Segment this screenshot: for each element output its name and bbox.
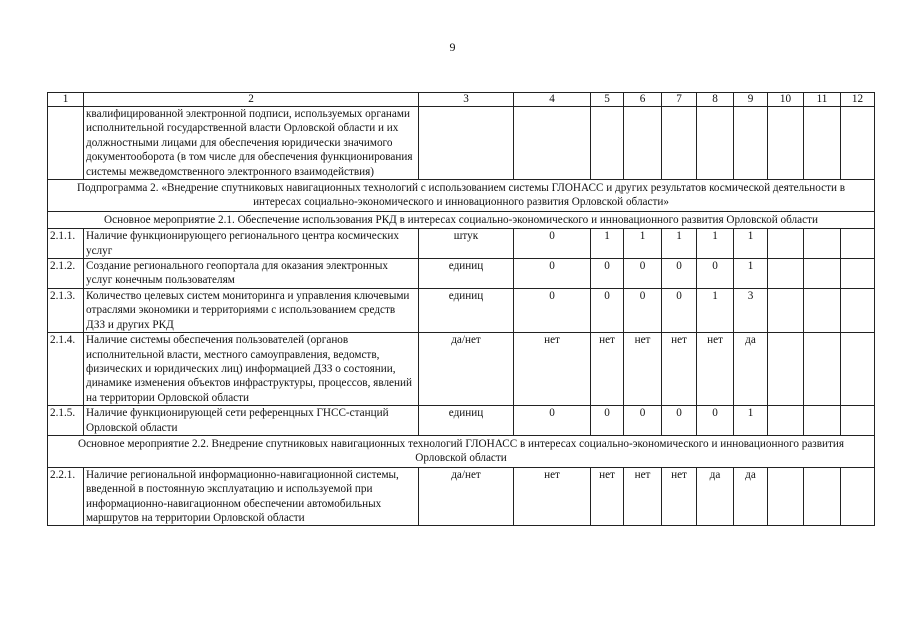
row-value-col8: 1: [697, 288, 734, 332]
row-value-col4: 0: [514, 229, 591, 259]
table-row: [48, 406, 875, 436]
row-value-col5: 0: [591, 259, 624, 289]
row-value-col5: 0: [591, 288, 624, 332]
row-value-col8: нет: [697, 333, 734, 406]
row-value-col5: 1: [591, 229, 624, 259]
row-unit: да/нет: [419, 333, 514, 406]
header-cell-10: 10: [768, 93, 804, 107]
row-value-col6: 0: [624, 288, 662, 332]
row-value-col9: 3: [734, 288, 768, 332]
row-name: Создание регионального геопортала для оказания электронных услуг конечным пользователям: [84, 259, 419, 289]
header-cell-7: 7: [662, 93, 697, 107]
row-name: Количество целевых систем мониторинга и управления ключевыми отраслями экономики и территориями с использованием средств ДЗЗ и других РКД: [84, 288, 419, 332]
header-cell-12: 12: [841, 93, 875, 107]
row-number: 2.1.4.: [48, 333, 84, 406]
row-number: 2.1.3.: [48, 288, 84, 332]
row-value-col4: 0: [514, 406, 591, 436]
row-value-col8: 1: [697, 229, 734, 259]
header-cell-6: 6: [624, 93, 662, 107]
row-value-col9: 1: [734, 406, 768, 436]
row-number: 2.1.5.: [48, 406, 84, 436]
measure-row: [48, 211, 875, 228]
row-unit: штук: [419, 229, 514, 259]
row-name: Наличие системы обеспечения пользователей (органов исполнительной власти, местного самоуправления, ведомств, физических и юридических лиц) информацией ДЗЗ о состоянии, динамике изменения объектов инфраструктуры, процессов, явлений на территории Орловской области: [84, 333, 419, 406]
row-unit: единиц: [419, 406, 514, 436]
row-name: Наличие функционирующей сети референцных ГНСС-станций Орловской области: [84, 406, 419, 436]
table-row: [48, 229, 875, 259]
row-value-col9: да: [734, 467, 768, 526]
header-cell-8: 8: [697, 93, 734, 107]
header-cell-4: 4: [514, 93, 591, 107]
row-value-col4: 0: [514, 259, 591, 289]
row-value-col8: 0: [697, 259, 734, 289]
row-value-col8: да: [697, 467, 734, 526]
row-value-col6: нет: [624, 333, 662, 406]
row-unit: единиц: [419, 288, 514, 332]
header-cell-5: 5: [591, 93, 624, 107]
row-number: 2.1.2.: [48, 259, 84, 289]
row-value-col5: нет: [591, 467, 624, 526]
row-value-col9: 1: [734, 229, 768, 259]
row-value-col7: 0: [662, 288, 697, 332]
row-value-col6: нет: [624, 467, 662, 526]
measure-2-2-title: Основное мероприятие 2.2. Внедрение спутниковых навигационных технологий ГЛОНАСС в интересах социально-экономического и инновационного развития Орловской области: [48, 435, 875, 467]
header-cell-2: 2: [84, 93, 419, 107]
row-name: Наличие функционирующего регионального центра космических услуг: [84, 229, 419, 259]
subprogram-2-title: Подпрограмма 2. «Внедрение спутниковых навигационных технологий с использованием системы ГЛОНАСС и других результатов космической деятельности в интересах социально-экономического и инновационного развития Орловской области»: [48, 180, 875, 212]
page-number: 9: [449, 40, 456, 54]
row-value-col4: нет: [514, 467, 591, 526]
header-cell-1: 1: [48, 93, 84, 107]
header-cell-11: 11: [804, 93, 841, 107]
row-value-col7: нет: [662, 333, 697, 406]
row-number: 2.2.1.: [48, 467, 84, 526]
row-value-col9: 1: [734, 259, 768, 289]
row-name: Наличие региональной информационно-навигационной системы, введенной в постоянную эксплуатацию и используемой при информационно-навигационном обеспечении автомобильных маршрутов на территории Орловской области: [84, 467, 419, 526]
indicators-table: [47, 92, 875, 526]
row-value-col8: 0: [697, 406, 734, 436]
row-value-col7: 0: [662, 406, 697, 436]
row-unit: единиц: [419, 259, 514, 289]
continuation-num: [48, 107, 84, 180]
continuation-name: квалифицированной электронной подписи, используемых органами исполнительной государственной власти Орловской области и их должностными лицами для обеспечения юридически значимого документооборота (в том числе для обеспечения функционирования системы межведомственного электронного взаимодействия): [84, 107, 419, 180]
row-number: 2.1.1.: [48, 229, 84, 259]
row-value-col9: да: [734, 333, 768, 406]
table-row: [48, 259, 875, 289]
row-value-col5: нет: [591, 333, 624, 406]
row-value-col7: 1: [662, 229, 697, 259]
row-value-col6: 0: [624, 259, 662, 289]
table-row: [48, 288, 875, 332]
row-value-col6: 0: [624, 406, 662, 436]
row-value-col4: нет: [514, 333, 591, 406]
header-row: [48, 93, 875, 107]
subprogram-row: [48, 180, 875, 212]
header-cell-3: 3: [419, 93, 514, 107]
table-row: [48, 467, 875, 526]
continuation-row: [48, 107, 875, 180]
header-cell-9: 9: [734, 93, 768, 107]
row-value-col4: 0: [514, 288, 591, 332]
row-unit: да/нет: [419, 467, 514, 526]
table-row: [48, 333, 875, 406]
row-value-col5: 0: [591, 406, 624, 436]
row-value-col6: 1: [624, 229, 662, 259]
measure-row: [48, 435, 875, 467]
row-value-col7: нет: [662, 467, 697, 526]
measure-2-1-title: Основное мероприятие 2.1. Обеспечение использования РКД в интересах социально-экономического и инновационного развития Орловской области: [48, 211, 875, 228]
row-value-col7: 0: [662, 259, 697, 289]
